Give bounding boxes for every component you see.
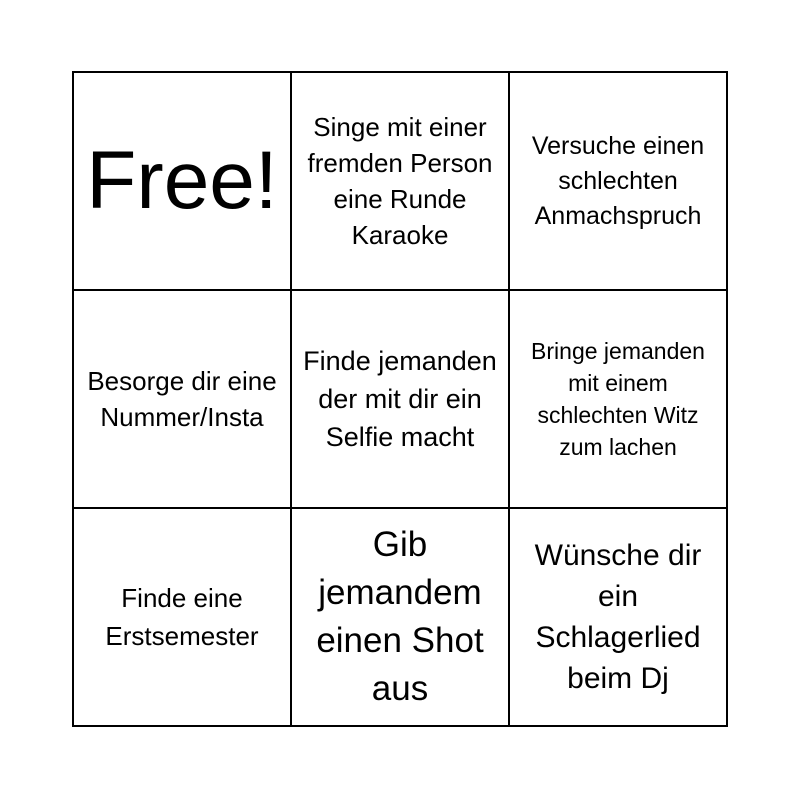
- bingo-cell-schlagerlied[interactable]: [510, 509, 728, 727]
- cell-label: Finde eine Erstsemester: [105, 583, 259, 651]
- bingo-cell-nummer[interactable]: [74, 291, 292, 509]
- bingo-cell-shot[interactable]: [292, 509, 510, 727]
- cell-label: Finde jemanden der mit dir ein Selfie macht: [303, 346, 497, 452]
- bingo-board: [72, 71, 728, 727]
- cell-label: Free!: [86, 135, 278, 226]
- cell-label: Versuche einen schlechten Anmachspruch: [531, 131, 705, 230]
- bingo-cell-erstsemester[interactable]: [74, 509, 292, 727]
- cell-label: Gib jemandem einen Shot aus: [316, 525, 484, 708]
- bingo-cell-karaoke[interactable]: [292, 73, 510, 291]
- bingo-cell-witz[interactable]: [510, 291, 728, 509]
- bingo-cell-selfie[interactable]: [292, 291, 510, 509]
- bingo-cell-free[interactable]: [74, 73, 292, 291]
- cell-label: Wünsche dir ein Schlagerlied beim Dj: [534, 539, 702, 695]
- bingo-cell-anmachspruch[interactable]: [510, 73, 728, 291]
- cell-label: Singe mit einer fremden Person eine Runde Karaoke: [307, 112, 493, 250]
- cell-label: Bringe jemanden mit einem schlechten Witz zum lachen: [531, 338, 705, 460]
- cell-label: Besorge dir eine Nummer/Insta: [87, 366, 277, 432]
